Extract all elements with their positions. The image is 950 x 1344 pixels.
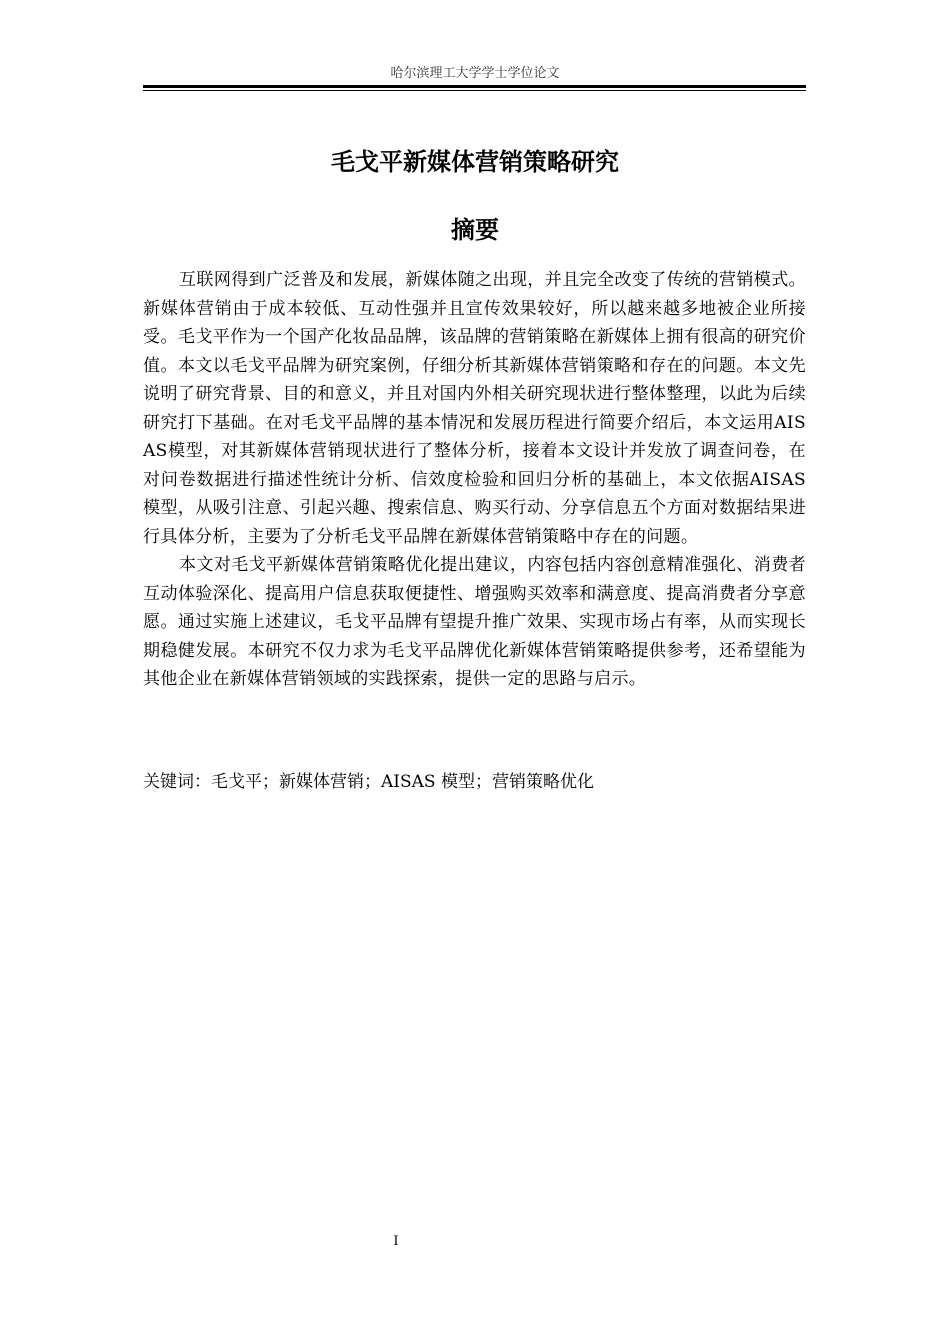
keywords-text: 毛戈平；新媒体营销；AISAS 模型；营销策略优化 xyxy=(211,772,594,792)
running-header: 哈尔滨理工大学学士学位论文 xyxy=(390,66,560,81)
thesis-title: 毛戈平新媒体营销策略研究 xyxy=(331,148,619,176)
abstract-body xyxy=(143,266,806,694)
header-rule xyxy=(143,85,806,88)
keywords-label: 关键词： xyxy=(143,772,211,792)
keywords-line xyxy=(143,768,806,796)
abstract-paragraph: 本文对毛戈平新媒体营销策略优化提出建议，内容包括内容创意精准强化、消费者互动体验深化、提高用户信息获取便捷性、增强购买效率和满意度、提高消费者分享意愿。通过实施上述建议，毛戈平品牌有望提升推广效果、实现市场占有率，从而实现长期稳健发展。本研究不仅力求为毛戈平品牌优化新媒体营销策略提供参考，还希望能为其他企业在新媒体营销领域的实践探索，提供一定的思路与启示。 xyxy=(143,555,806,689)
page-number: I xyxy=(393,1234,399,1249)
abstract-paragraph: 互联网得到广泛普及和发展，新媒体随之出现，并且完全改变了传统的营销模式。新媒体营销由于成本较低、互动性强并且宣传效果较好，所以越来越多地被企业所接受。毛戈平作为一个国产化妆品品牌，该品牌的营销策略在新媒体上拥有很高的研究价值。本文以毛戈平品牌为研究案例，仔细分析其新媒体营销策略和存在的问题。本文先说明了研究背景、目的和意义，并且对国内外相关研究现状进行整体整理，以此为后续研究打下基础。在对毛戈平品牌的基本情况和发展历程进行简要介绍后，本文运用AISAS模型，对其新媒体营销现状进行了整体分析，接着本文设计并发放了调查问卷，在对问卷数据进行描述性统计分析、信效度检验和回归分析的基础上，本文依据AISAS模型，从吸引注意、引起兴趣、搜索信息、购买行动、分享信息五个方面对数据结果进行具体分析，主要为了分析毛戈平品牌在新媒体营销策略中存在的问题。 xyxy=(143,270,806,547)
header-rule-secondary xyxy=(143,90,806,91)
abstract-heading: 摘要 xyxy=(451,216,499,244)
